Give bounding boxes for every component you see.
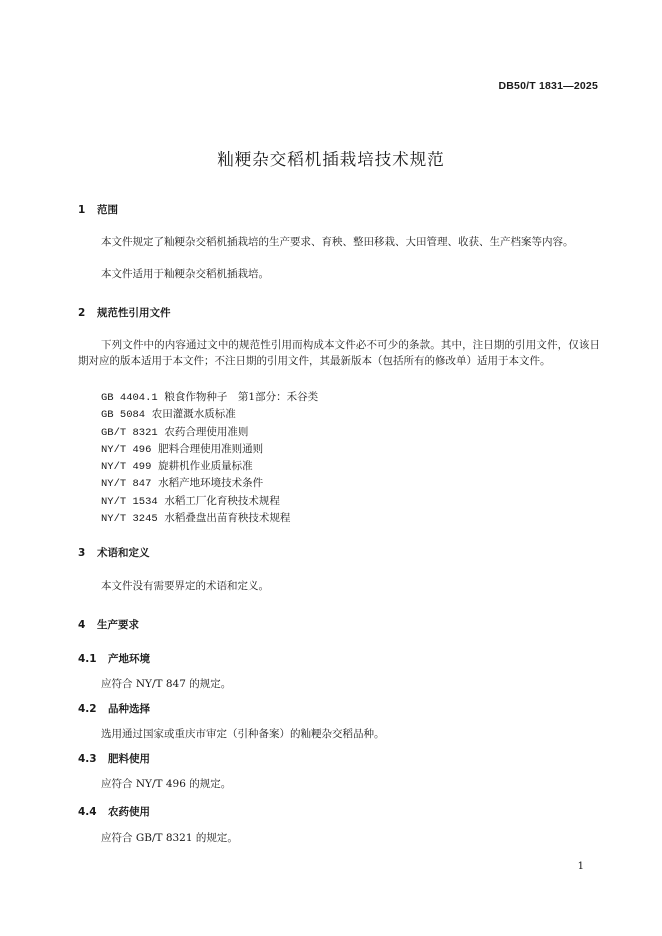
reference-item	[101, 475, 318, 492]
section-title: 范围	[97, 204, 118, 216]
reference-item	[101, 510, 318, 527]
subsection-number: 4.3	[78, 753, 97, 765]
section-number: 3	[78, 547, 86, 559]
subsection-number: 4.4	[78, 806, 97, 818]
reference-item	[101, 389, 318, 406]
scope-paragraph-2: 本文件适用于籼粳杂交稻机插栽培。	[101, 268, 269, 280]
reference-item	[101, 458, 318, 475]
section-heading-terms	[78, 545, 150, 560]
section-title: 生产要求	[97, 619, 139, 631]
normative-intro-paragraph: 下列文件中的内容通过文中的规范性引用而构成本文件必不可少的条款。其中，注日期的引用文件，仅该日期对应的版本适用于本文件；不注日期的引用文件，其最新版本（包括所有的修改单）适用于本文件。	[78, 339, 600, 367]
subsection-number: 4.2	[78, 703, 97, 715]
reference-code: NY/T 847	[101, 478, 152, 491]
reference-code: GB/T 8321	[101, 426, 158, 439]
reference-code: GB 4404.1	[101, 392, 158, 404]
subsection-title: 农药使用	[108, 806, 150, 818]
reference-title: 旋耕机作业质量标准	[158, 460, 253, 473]
reference-code: NY/T 1534	[101, 495, 158, 508]
page-number: 1	[577, 861, 584, 872]
section-heading-scope	[78, 202, 118, 217]
reference-title: 肥料合理使用准则通则	[158, 442, 264, 455]
reference-title: 水稻叠盘出苗育秧技术规程	[164, 512, 291, 525]
reference-title: 农药合理使用准则	[164, 425, 249, 438]
subsection-heading-variety	[78, 701, 150, 716]
subsection-heading-pesticide	[78, 804, 150, 819]
subsection-heading-fertilizer	[78, 751, 150, 766]
scope-paragraph-1: 本文件规定了籼粳杂交稻机插栽培的生产要求、育秧、整田移栽、大田管理、收获、生产档案等内容。	[101, 236, 574, 248]
reference-code: GB 5084	[101, 409, 146, 422]
reference-title: 农田灌溉水质标准	[151, 408, 236, 421]
subsection-text-variety: 选用通过国家或重庆市审定（引种备案）的籼粳杂交稻品种。	[101, 728, 385, 740]
subsection-number: 4.1	[78, 653, 97, 665]
section-title: 规范性引用文件	[97, 307, 171, 319]
reference-code: NY/T 3245	[101, 513, 158, 526]
subsection-text-fertilizer: 应符合 NY/T 496 的规定。	[101, 778, 232, 790]
subsection-title: 品种选择	[108, 703, 150, 715]
reference-title: 粮食作物种子 第1部分：禾谷类	[164, 391, 319, 403]
subsection-text-pesticide: 应符合 GB/T 8321 的规定。	[101, 832, 238, 844]
section-number: 4	[78, 619, 86, 631]
reference-item	[101, 406, 318, 423]
reference-code: NY/T 496	[101, 443, 152, 456]
terms-paragraph: 本文件没有需要界定的术语和定义。	[101, 580, 269, 592]
section-title: 术语和定义	[97, 547, 150, 559]
reference-item	[101, 493, 318, 510]
subsection-title: 产地环境	[108, 653, 150, 665]
reference-code: NY/T 499	[101, 461, 152, 474]
subsection-title: 肥料使用	[108, 753, 150, 765]
section-heading-normative	[78, 305, 171, 320]
reference-item	[101, 424, 318, 441]
reference-title: 水稻产地环境技术条件	[158, 477, 264, 490]
reference-list	[101, 389, 318, 527]
document-title: 籼粳杂交稻机插栽培技术规范	[217, 150, 445, 169]
reference-title: 水稻工厂化育秧技术规程	[164, 494, 280, 507]
section-number: 1	[78, 204, 86, 216]
subsection-text-environment: 应符合 NY/T 847 的规定。	[101, 678, 232, 690]
section-number: 2	[78, 307, 86, 319]
document-code: DB50/T 1831—2025	[498, 80, 598, 92]
subsection-heading-environment	[78, 651, 150, 666]
section-heading-requirements	[78, 617, 139, 632]
reference-item	[101, 441, 318, 458]
